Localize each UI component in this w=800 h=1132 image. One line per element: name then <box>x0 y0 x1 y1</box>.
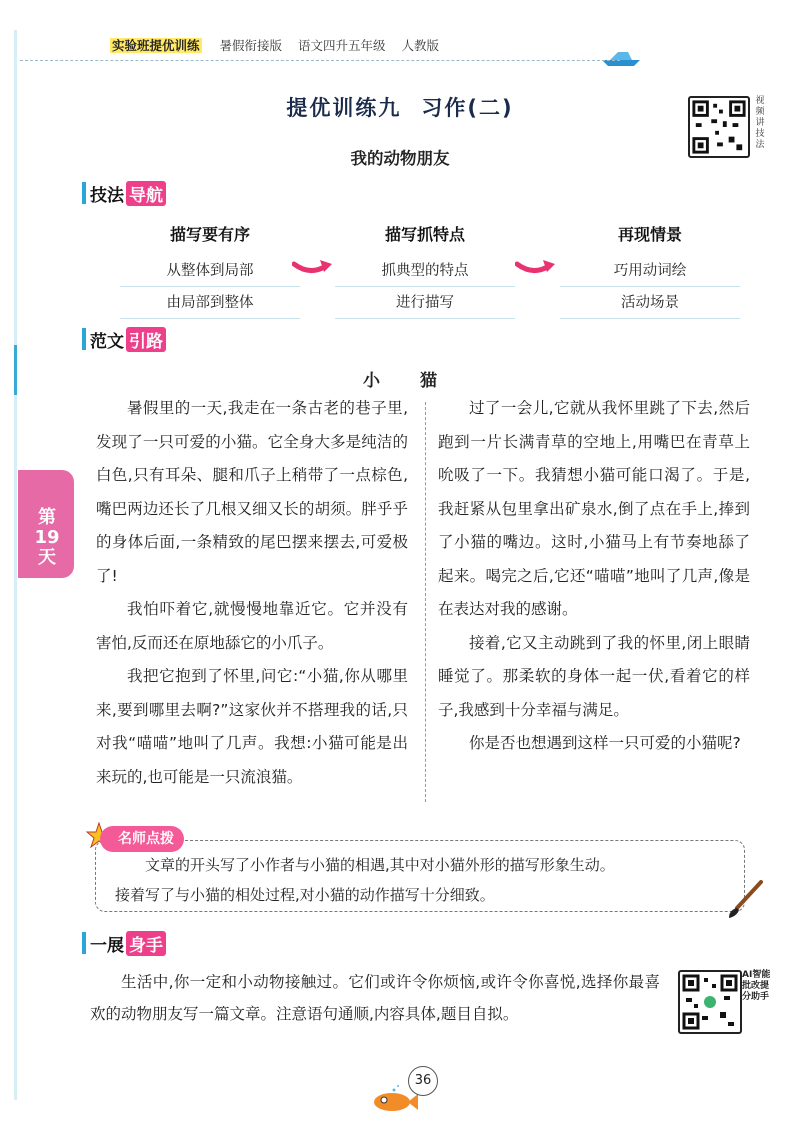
section-model-heading: 范文 引路 <box>82 326 166 352</box>
section-task-heading: 一展 身手 <box>82 930 166 956</box>
technique-heading: 描写抓特点 <box>384 225 465 244</box>
boat-icon <box>600 48 642 68</box>
assignment-subtitle: 我的动物朋友 <box>350 149 450 168</box>
technique-column-scene <box>560 222 740 319</box>
header-rule <box>20 60 620 61</box>
technique-column-order <box>120 222 300 319</box>
essay-paragraph: 过了一会儿,它就从我怀里跳了下去,然后跑到一片长满青草的空地上,用嘴巴在青草上吮吸了一下。我猜想小猫可能口渴了。于是,我赶紧从包里拿出矿泉水,倒了点在手上,捧到了小猫的嘴边。这时,小猫马上有节奏地舔了起来。喝完之后,它还“喵喵”地叫了几声,像是在表达对我的感谢。 <box>438 399 750 618</box>
technique-line: 巧用动词绘 <box>560 255 740 287</box>
essay-right-column <box>438 392 750 761</box>
task-prompt <box>90 966 660 1030</box>
qr-ai-label: AI智能批改提分助手 <box>742 970 771 1002</box>
qr-video-label: 视频讲技法 <box>755 96 765 150</box>
arrow-right-icon <box>292 256 334 278</box>
title-topic: 习作(二) <box>421 96 514 120</box>
title-lesson: 提优训练九 <box>286 96 402 120</box>
qr-code-icon[interactable] <box>678 970 742 1034</box>
column-divider <box>425 402 426 802</box>
page-number: 36 <box>408 1066 438 1096</box>
day-tab <box>18 470 74 578</box>
technique-line: 抓典型的特点 <box>335 255 515 287</box>
brush-icon <box>725 880 765 920</box>
technique-column-features <box>335 222 515 319</box>
page-title <box>0 92 800 122</box>
day-tab-label: 第19天 <box>34 507 60 568</box>
technique-line: 由局部到整体 <box>120 287 300 319</box>
technique-line: 进行描写 <box>335 287 515 319</box>
technique-heading: 再现情景 <box>617 225 682 244</box>
essay-paragraph: 暑假里的一天,我走在一条古老的巷子里,发现了一只可爱的小猫。它全身大多是纯洁的白色,只有耳朵、腿和爪子上稍带了一点棕色,嘴巴两边还长了几根又细又长的胡须。胖乎乎的身体后面,一条精致的尾巴摆来摆去,可爱极了! <box>96 399 408 585</box>
teacher-comment-line: 文章的开头写了小作者与小猫的相遇,其中对小猫外形的描写形象生动。 <box>145 856 615 874</box>
technique-heading: 描写要有序 <box>169 225 250 244</box>
arrow-right-icon <box>515 256 557 278</box>
section-bar <box>82 932 86 954</box>
essay-paragraph: 我怕吓着它,就慢慢地靠近它。它并没有害怕,反而还在原地舔它的小爪子。 <box>96 600 408 652</box>
header-publisher: 人教版 <box>401 38 440 53</box>
task-paragraph: 生活中,你一定和小动物接触过。它们或许令你烦恼,或许令你喜悦,选择你最喜欢的动物朋友写一篇文章。注意语句通顺,内容具体,题目自拟。 <box>90 973 660 1023</box>
essay-left-column <box>96 392 408 794</box>
technique-line: 活动场景 <box>560 287 740 319</box>
left-margin-rule <box>14 30 17 1100</box>
section-technique-heading: 技法 导航 <box>82 180 166 206</box>
header-grade: 语文四升五年级 <box>298 38 386 53</box>
technique-line: 从整体到局部 <box>120 255 300 287</box>
header-brand: 实验班提优训练 <box>112 38 200 53</box>
essay-paragraph: 我把它抱到了怀里,问它:“小猫,你从哪里来,要到哪里去啊?”这家伙并不搭理我的话,只对我“喵喵”地叫了几声。我想:小猫可能是出来玩的,也可能是一只流浪猫。 <box>96 667 408 786</box>
section-bar <box>82 328 86 350</box>
section-bar <box>82 182 86 204</box>
essay-paragraph: 接着,它又主动跳到了我的怀里,闭上眼睛睡觉了。那柔软的身体一起一伏,看着它的样子,我感到十分幸福与满足。 <box>438 633 750 719</box>
teacher-comment-badge: 名师点拨 <box>100 826 184 852</box>
header-edition: 暑假衔接版 <box>219 38 283 53</box>
essay-title: 小猫 <box>363 371 477 391</box>
essay-paragraph: 你是否也想遇到这样一只可爱的小猫呢? <box>469 734 741 752</box>
teacher-comment-text <box>115 850 740 910</box>
running-header <box>110 36 451 54</box>
teacher-comment-line: 接着写了与小猫的相处过程,对小猫的动作描写十分细致。 <box>115 886 495 904</box>
